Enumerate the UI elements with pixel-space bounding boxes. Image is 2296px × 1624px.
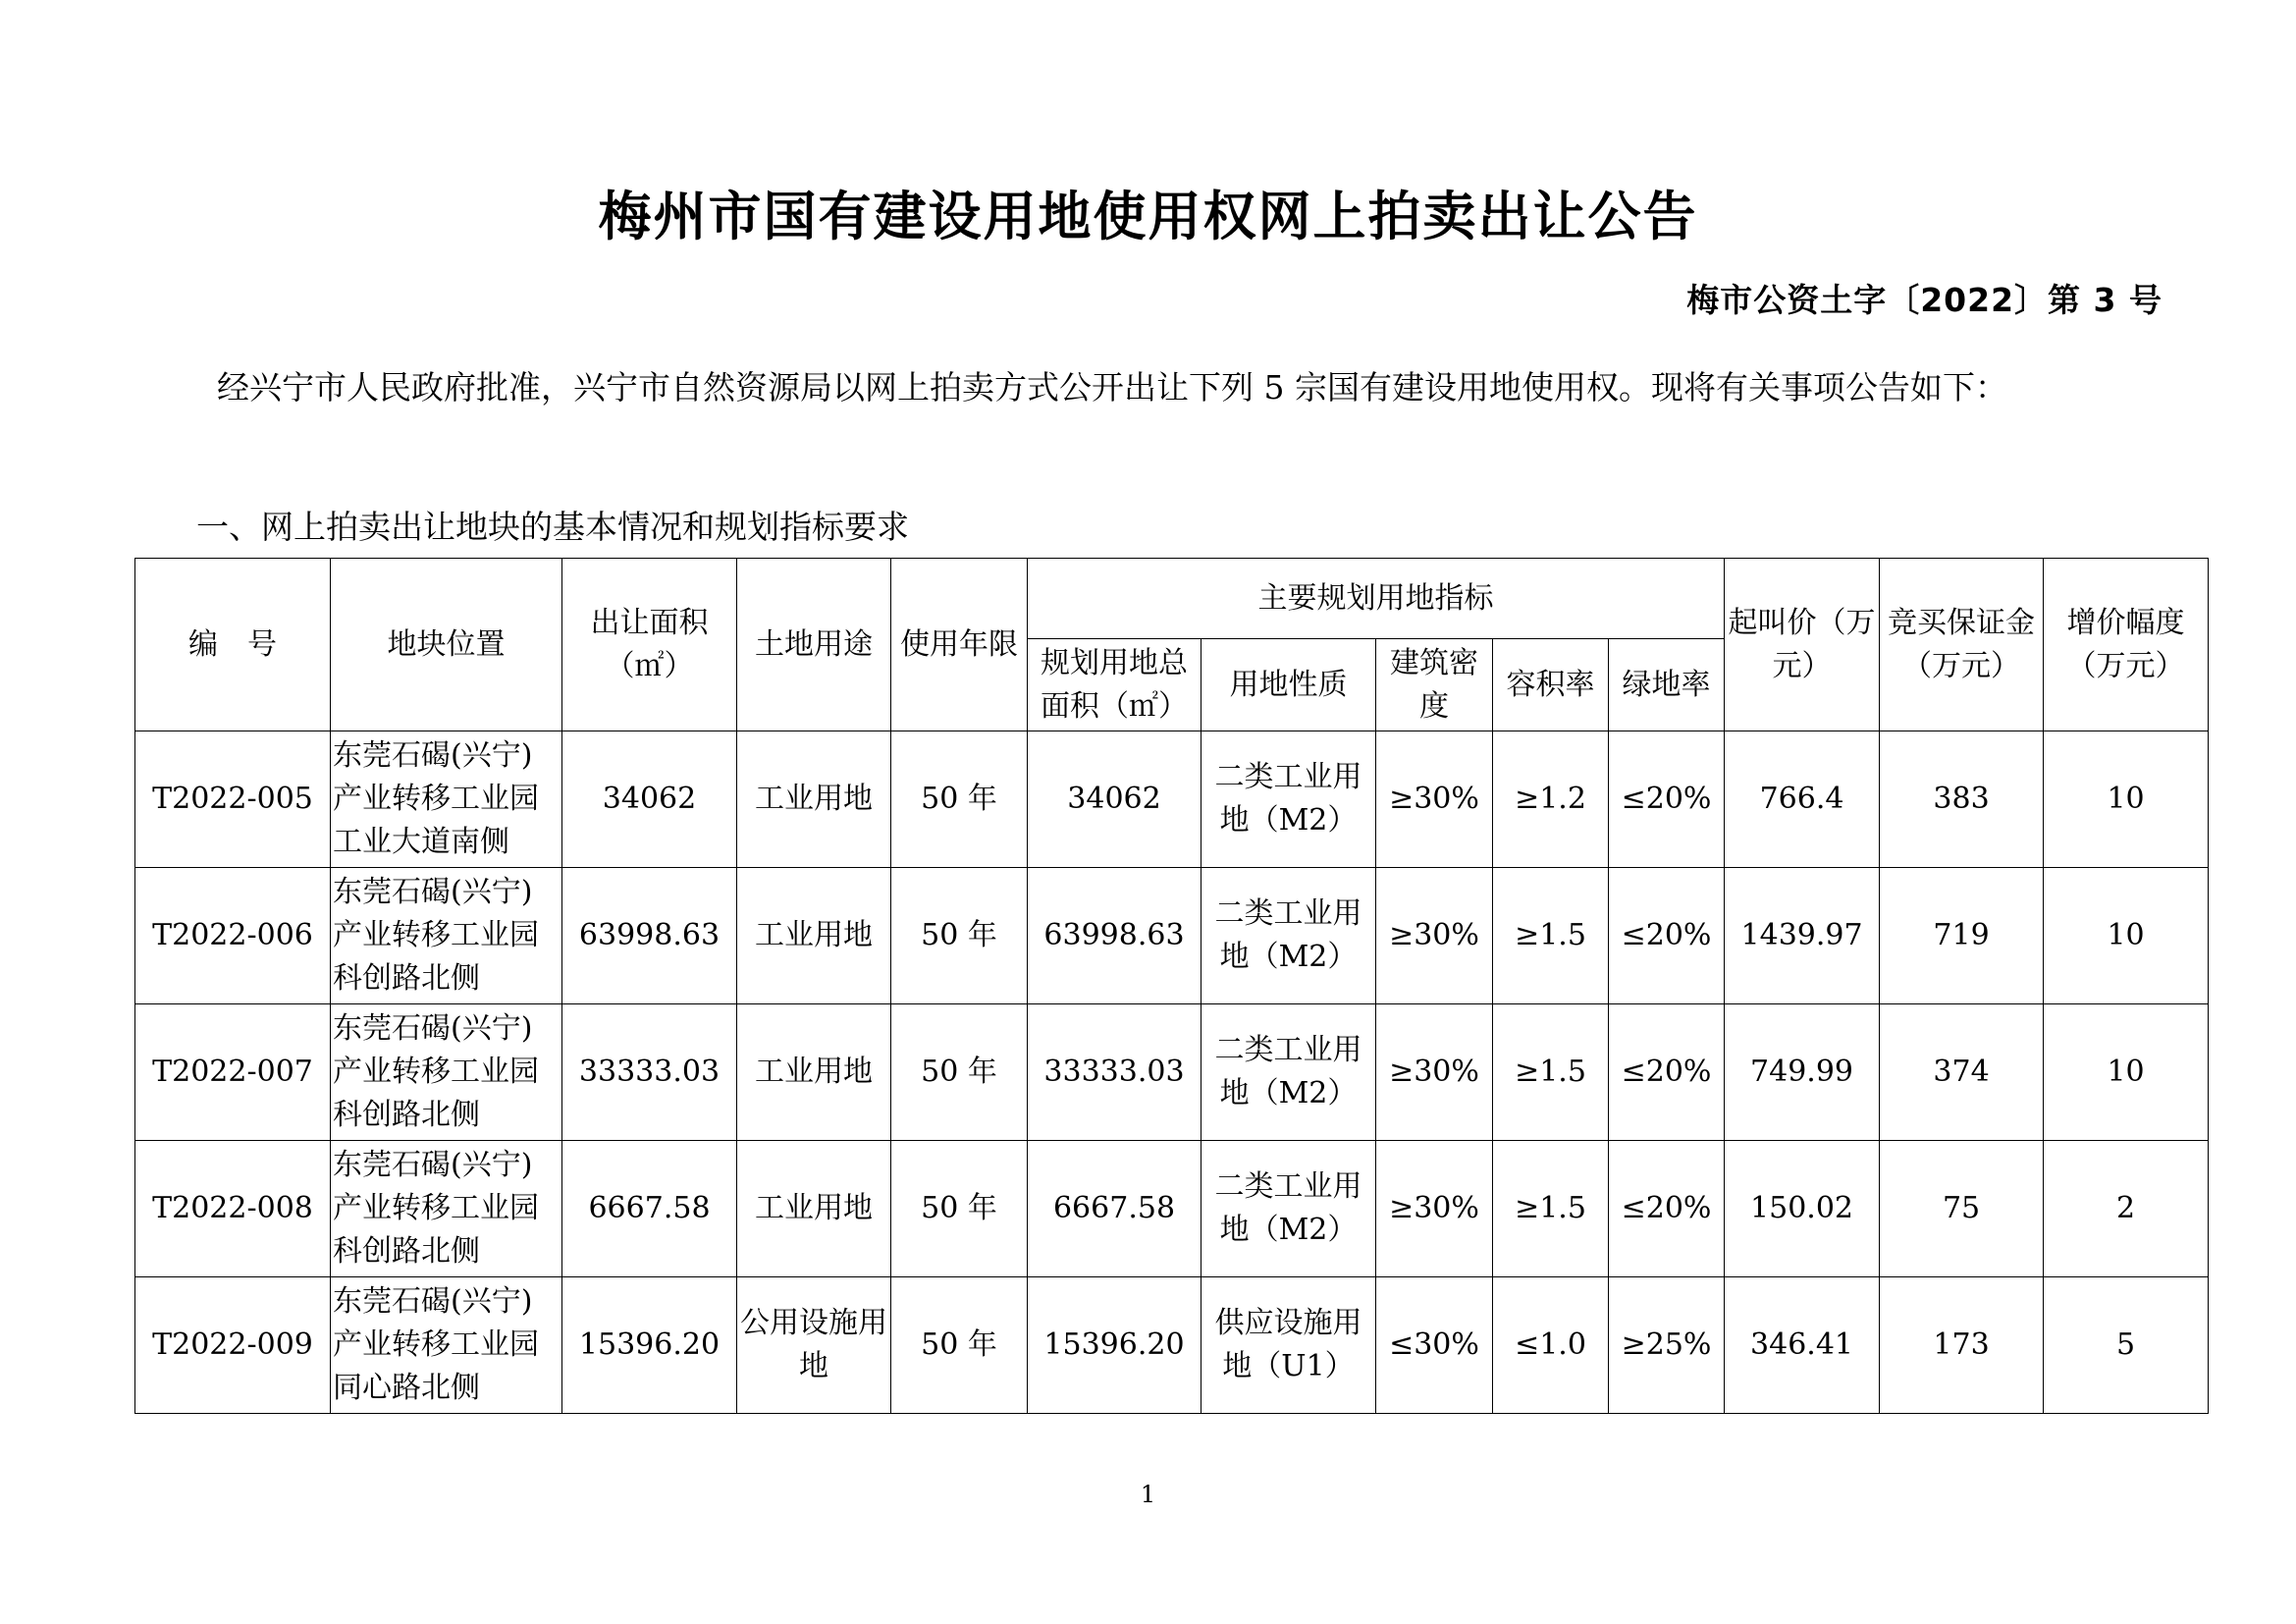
cell-far: ≥1.5 <box>1493 1004 1609 1141</box>
cell-start-price: 749.99 <box>1725 1004 1880 1141</box>
cell-far: ≥1.5 <box>1493 1141 1609 1277</box>
cell-deposit: 173 <box>1880 1277 2044 1414</box>
page-title: 梅州市国有建设用地使用权网上拍卖出让公告 <box>598 186 1698 247</box>
cell-far: ≥1.5 <box>1493 868 1609 1004</box>
header-density: 建筑密度 <box>1376 639 1493 731</box>
cell-planning-area: 15396.20 <box>1028 1277 1201 1414</box>
cell-increment: 5 <box>2044 1277 2209 1414</box>
cell-number: T2022-009 <box>135 1277 331 1414</box>
table-row <box>135 1004 2209 1141</box>
table-row <box>135 1277 2209 1414</box>
cell-deposit: 719 <box>1880 868 2044 1004</box>
cell-increment: 10 <box>2044 868 2209 1004</box>
header-area: 出让面积（㎡） <box>562 559 737 731</box>
table-row <box>135 868 2209 1004</box>
header-planning-group: 主要规划用地指标 <box>1028 559 1725 639</box>
cell-use: 工业用地 <box>737 731 891 868</box>
cell-term: 50 年 <box>891 868 1028 1004</box>
cell-far: ≥1.2 <box>1493 731 1609 868</box>
cell-use: 工业用地 <box>737 1004 891 1141</box>
cell-density: ≥30% <box>1376 1004 1493 1141</box>
header-increment: 增价幅度（万元） <box>2044 559 2209 731</box>
cell-location: 东莞石碣(兴宁)产业转移工业园同心路北侧 <box>331 1277 562 1414</box>
section-heading: 一、网上拍卖出让地块的基本情况和规划指标要求 <box>196 508 909 546</box>
cell-green: ≤20% <box>1609 731 1725 868</box>
page-number: 1 <box>1140 1481 1156 1508</box>
table-row <box>135 731 2209 868</box>
cell-land-nature: 二类工业用地（M2） <box>1201 868 1376 1004</box>
cell-land-nature: 二类工业用地（M2） <box>1201 1141 1376 1277</box>
header-location: 地块位置 <box>331 559 562 731</box>
header-number: 编 号 <box>135 559 331 731</box>
cell-green: ≤20% <box>1609 868 1725 1004</box>
cell-area: 15396.20 <box>562 1277 737 1414</box>
cell-use: 公用设施用地 <box>737 1277 891 1414</box>
cell-planning-area: 6667.58 <box>1028 1141 1201 1277</box>
cell-use: 工业用地 <box>737 1141 891 1277</box>
cell-area: 6667.58 <box>562 1141 737 1277</box>
header-planning-area: 规划用地总面积（㎡） <box>1028 639 1201 731</box>
cell-area: 34062 <box>562 731 737 868</box>
cell-green: ≤20% <box>1609 1141 1725 1277</box>
table-header-row <box>135 559 2209 639</box>
cell-area: 33333.03 <box>562 1004 737 1141</box>
cell-number: T2022-005 <box>135 731 331 868</box>
cell-far: ≤1.0 <box>1493 1277 1609 1414</box>
cell-green: ≤20% <box>1609 1004 1725 1141</box>
cell-location: 东莞石碣(兴宁)产业转移工业园工业大道南侧 <box>331 731 562 868</box>
cell-number: T2022-006 <box>135 868 331 1004</box>
cell-term: 50 年 <box>891 1277 1028 1414</box>
cell-land-nature: 供应设施用地（U1） <box>1201 1277 1376 1414</box>
cell-deposit: 75 <box>1880 1141 2044 1277</box>
cell-density: ≤30% <box>1376 1277 1493 1414</box>
header-start-price: 起叫价（万元） <box>1725 559 1880 731</box>
cell-location: 东莞石碣(兴宁)产业转移工业园科创路北侧 <box>331 1141 562 1277</box>
header-term: 使用年限 <box>891 559 1028 731</box>
cell-land-nature: 二类工业用地（M2） <box>1201 731 1376 868</box>
cell-increment: 10 <box>2044 1004 2209 1141</box>
cell-planning-area: 33333.03 <box>1028 1004 1201 1141</box>
cell-deposit: 374 <box>1880 1004 2044 1141</box>
cell-density: ≥30% <box>1376 1141 1493 1277</box>
header-land-nature: 用地性质 <box>1201 639 1376 731</box>
cell-density: ≥30% <box>1376 868 1493 1004</box>
document-number: 梅市公资土字〔2022〕第 3 号 <box>1686 281 2163 319</box>
table-row <box>135 1141 2209 1277</box>
header-far: 容积率 <box>1493 639 1609 731</box>
cell-density: ≥30% <box>1376 731 1493 868</box>
cell-increment: 10 <box>2044 731 2209 868</box>
header-green: 绿地率 <box>1609 639 1725 731</box>
cell-start-price: 150.02 <box>1725 1141 1880 1277</box>
cell-use: 工业用地 <box>737 868 891 1004</box>
cell-term: 50 年 <box>891 1004 1028 1141</box>
cell-term: 50 年 <box>891 1141 1028 1277</box>
cell-increment: 2 <box>2044 1141 2209 1277</box>
intro-paragraph: 经兴宁市人民政府批准，兴宁市自然资源局以网上拍卖方式公开出让下列 5 宗国有建设用地使用权。现将有关事项公告如下： <box>217 368 2007 406</box>
cell-deposit: 383 <box>1880 731 2044 868</box>
cell-planning-area: 63998.63 <box>1028 868 1201 1004</box>
header-deposit: 竞买保证金（万元） <box>1880 559 2044 731</box>
header-use: 土地用途 <box>737 559 891 731</box>
cell-planning-area: 34062 <box>1028 731 1201 868</box>
cell-number: T2022-008 <box>135 1141 331 1277</box>
cell-start-price: 1439.97 <box>1725 868 1880 1004</box>
cell-start-price: 346.41 <box>1725 1277 1880 1414</box>
land-parcel-table <box>134 558 2209 1414</box>
cell-number: T2022-007 <box>135 1004 331 1141</box>
cell-green: ≥25% <box>1609 1277 1725 1414</box>
cell-start-price: 766.4 <box>1725 731 1880 868</box>
cell-location: 东莞石碣(兴宁)产业转移工业园科创路北侧 <box>331 1004 562 1141</box>
cell-location: 东莞石碣(兴宁)产业转移工业园科创路北侧 <box>331 868 562 1004</box>
cell-area: 63998.63 <box>562 868 737 1004</box>
cell-land-nature: 二类工业用地（M2） <box>1201 1004 1376 1141</box>
cell-term: 50 年 <box>891 731 1028 868</box>
